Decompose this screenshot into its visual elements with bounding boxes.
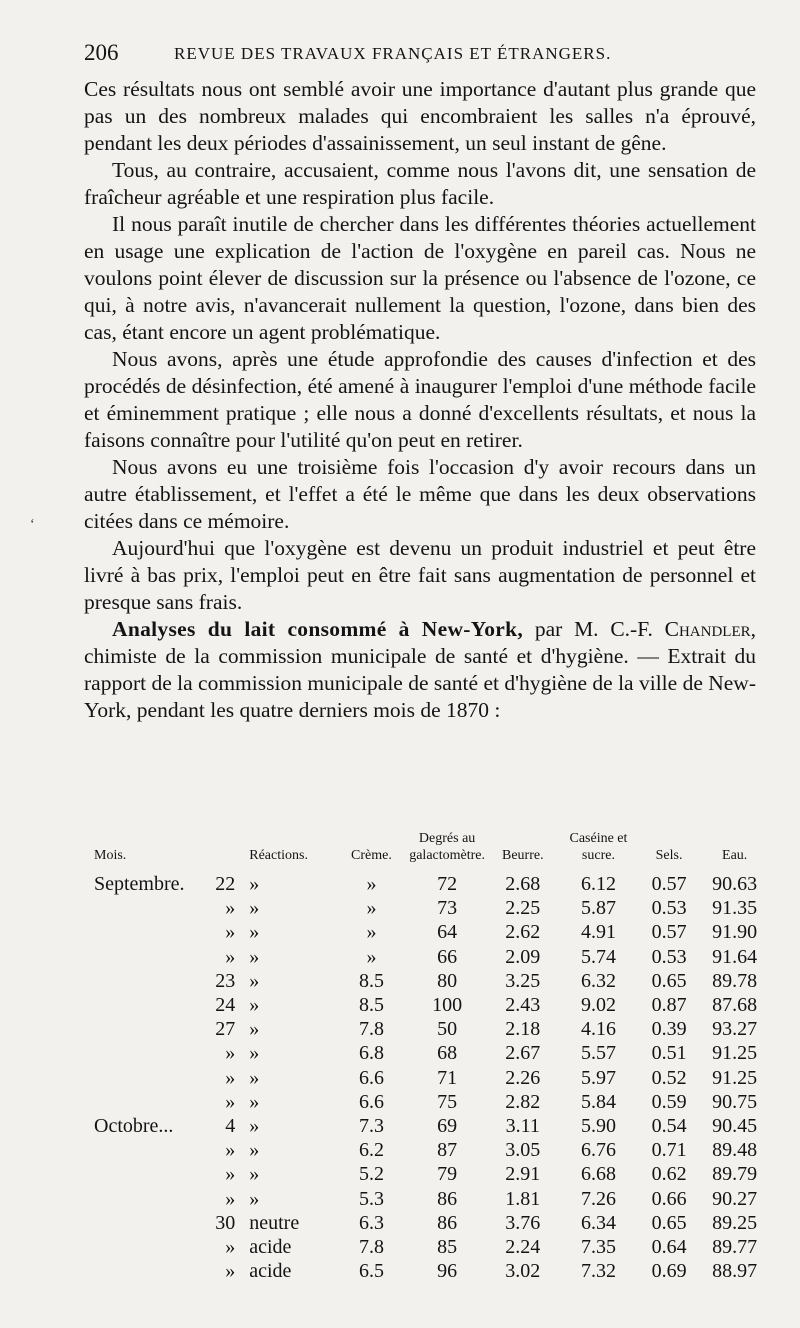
- cell-creme: 7.3: [358, 1114, 384, 1137]
- cell-caseine: 5.84: [580, 1090, 616, 1113]
- cell-sels: 0.52: [651, 1066, 687, 1089]
- cell-eau: 89.79: [712, 1163, 758, 1186]
- cell-reaction: »: [249, 1018, 260, 1041]
- cell-jour: »: [225, 945, 236, 968]
- table-row: [94, 1259, 770, 1283]
- cell-caseine: 5.74: [580, 945, 616, 968]
- cell-jour: »: [225, 1066, 236, 1089]
- cell-eau: 91.35: [712, 897, 758, 920]
- cell-beurre: 2.68: [505, 873, 541, 896]
- cell-caseine: 7.32: [580, 1260, 616, 1283]
- cell-mois: [94, 969, 205, 993]
- cell-sels: 0.66: [651, 1187, 687, 1210]
- cell-creme: 6.2: [358, 1139, 384, 1162]
- table-row: [94, 1041, 770, 1065]
- cell-mois: Septembre.: [94, 873, 185, 896]
- cell-reaction: »: [249, 1139, 260, 1162]
- cell-jour: »: [225, 1187, 236, 1210]
- cell-mois: [94, 1090, 205, 1114]
- cell-sels: 0.51: [651, 1042, 687, 1065]
- cell-creme: 7.8: [358, 1235, 384, 1258]
- cell-jour: 27: [215, 1018, 236, 1041]
- cell-sels: 0.65: [651, 1211, 687, 1234]
- cell-degres: 75: [437, 1090, 458, 1113]
- section-intro: [84, 616, 756, 724]
- cell-mois: [94, 1235, 205, 1259]
- cell-sels: 0.53: [651, 945, 687, 968]
- table-header-row: [94, 830, 770, 872]
- cell-degres: 69: [437, 1114, 458, 1137]
- table-row: [94, 1066, 770, 1090]
- cell-mois: [94, 1017, 205, 1041]
- cell-eau: 87.68: [712, 994, 758, 1017]
- header-reactions: Réactions.: [249, 848, 308, 863]
- cell-degres: 71: [437, 1066, 458, 1089]
- table-row: [94, 945, 770, 969]
- header-mois: Mois.: [94, 848, 127, 863]
- cell-jour: »: [225, 1042, 236, 1065]
- cell-sels: 0.87: [651, 994, 687, 1017]
- cell-caseine: 6.68: [580, 1163, 616, 1186]
- table-row: [94, 920, 770, 944]
- cell-beurre: 2.62: [505, 921, 541, 944]
- cell-sels: 0.57: [651, 921, 687, 944]
- paragraph: Aujourd'hui que l'oxygène est devenu un produit industriel et peut être livré à bas prix, l'emploi peut en être fait sans augmentation de personnel et presque sans frais.: [84, 536, 756, 614]
- cell-reaction: »: [249, 873, 260, 896]
- cell-creme: 6.3: [358, 1211, 384, 1234]
- paragraph: Il nous paraît inutile de chercher dans les différentes théories actuellement en usage une explication de l'action de l'oxygène en pareil cas. Nous ne voulons point élever de discussion sur la présence ou l'absence de l'ozone, ce qui, à notre avis, n'avancerait nullement la question, l'ozone, dans bien des cas, étant encore un agent problématique.: [84, 212, 756, 344]
- cell-mois: [94, 1162, 205, 1186]
- cell-beurre: 3.05: [505, 1139, 541, 1162]
- cell-jour: »: [225, 897, 236, 920]
- paragraph: Tous, au contraire, accusaient, comme nous l'avons dit, une sensation de fraîcheur agréable et une respiration plus facile.: [84, 158, 756, 209]
- cell-reaction: »: [249, 945, 260, 968]
- cell-beurre: 2.18: [505, 1018, 541, 1041]
- header-beurre: Beurre.: [501, 848, 544, 863]
- cell-eau: 91.25: [712, 1042, 758, 1065]
- table-row: [94, 1235, 770, 1259]
- paragraph: Nous avons, après une étude approfondie des causes d'infection et des procédés de désinfection, été amené à inaugurer l'emploi d'une méthode facile et éminemment pratique ; elle nous a donné d'excellents résultats, et nous la faisons connaître pour l'utilité qu'on peut en retirer.: [84, 347, 756, 452]
- cell-caseine: 4.91: [580, 921, 616, 944]
- cell-reaction: acide: [249, 1235, 292, 1258]
- cell-jour: »: [225, 1235, 236, 1258]
- cell-reaction: »: [249, 1187, 260, 1210]
- cell-mois: [94, 920, 205, 944]
- cell-sels: 0.57: [651, 873, 687, 896]
- cell-beurre: 2.25: [505, 897, 541, 920]
- cell-degres: 100: [432, 994, 463, 1017]
- cell-creme: »: [366, 945, 377, 968]
- table-row: [94, 1162, 770, 1186]
- cell-jour: 4: [225, 1114, 236, 1137]
- table-row: [94, 1017, 770, 1041]
- cell-eau: 90.27: [712, 1187, 758, 1210]
- table-row: [94, 1186, 770, 1210]
- cell-creme: 6.5: [358, 1260, 384, 1283]
- cell-eau: 93.27: [712, 1018, 758, 1041]
- cell-caseine: 7.26: [580, 1187, 616, 1210]
- cell-degres: 72: [437, 873, 458, 896]
- body-text: [84, 76, 756, 724]
- cell-sels: 0.71: [651, 1139, 687, 1162]
- cell-caseine: 5.57: [580, 1042, 616, 1065]
- page-header: [84, 40, 784, 72]
- section-author: Chandler: [664, 617, 751, 641]
- cell-sels: 0.59: [651, 1090, 687, 1113]
- cell-jour: 22: [215, 873, 236, 896]
- cell-creme: 5.2: [358, 1163, 384, 1186]
- cell-beurre: 2.82: [505, 1090, 541, 1113]
- table-row: [94, 896, 770, 920]
- cell-sels: 0.64: [651, 1235, 687, 1258]
- cell-degres: 79: [437, 1163, 458, 1186]
- cell-creme: 6.6: [358, 1090, 384, 1113]
- cell-beurre: 2.24: [505, 1235, 541, 1258]
- section-text: , chimiste de la commission municipale de santé et d'hygiène. — Extrait du rapport de la commission municipale de santé et d'hygiène de la ville de New-York, pendant les quatre derniers mois de 1870 :: [84, 617, 757, 722]
- paragraph: Ces résultats nous ont semblé avoir une importance d'autant plus grande que pas un des nombreux malades qui encombraient les salles n'a éprouvé, pendant les deux périodes d'assainissement, un seul instant de gêne.: [84, 77, 756, 155]
- cell-jour: 24: [215, 994, 236, 1017]
- cell-mois: [94, 896, 205, 920]
- cell-degres: 50: [437, 1018, 458, 1041]
- cell-sels: 0.54: [651, 1114, 687, 1137]
- table-row: [94, 993, 770, 1017]
- cell-caseine: 5.87: [580, 897, 616, 920]
- cell-reaction: acide: [249, 1260, 292, 1283]
- cell-degres: 64: [437, 921, 458, 944]
- cell-mois: [94, 945, 205, 969]
- cell-caseine: 6.76: [580, 1139, 616, 1162]
- cell-eau: 89.78: [712, 969, 758, 992]
- cell-sels: 0.39: [651, 1018, 687, 1041]
- cell-degres: 73: [437, 897, 458, 920]
- cell-mois: [94, 1066, 205, 1090]
- cell-degres: 80: [437, 969, 458, 992]
- cell-reaction: »: [249, 1066, 260, 1089]
- cell-reaction: »: [249, 1114, 260, 1137]
- cell-creme: »: [366, 873, 377, 896]
- cell-caseine: 7.35: [580, 1235, 616, 1258]
- cell-beurre: 3.76: [505, 1211, 541, 1234]
- cell-caseine: 9.02: [580, 994, 616, 1017]
- paragraph: Nous avons eu une troisième fois l'occasion d'y avoir recours dans un autre établissement, et l'effet a été le même que dans les deux observations citées dans ce mémoire.: [84, 455, 756, 533]
- cell-creme: »: [366, 897, 377, 920]
- cell-caseine: 5.90: [580, 1114, 616, 1137]
- margin-mark: ‘: [30, 517, 35, 532]
- cell-degres: 86: [437, 1187, 458, 1210]
- cell-reaction: »: [249, 897, 260, 920]
- cell-eau: 91.64: [712, 945, 758, 968]
- cell-jour: 23: [215, 969, 236, 992]
- cell-sels: 0.62: [651, 1163, 687, 1186]
- table-row: [94, 969, 770, 993]
- cell-beurre: 2.26: [505, 1066, 541, 1089]
- cell-caseine: 5.97: [580, 1066, 616, 1089]
- cell-jour: »: [225, 1260, 236, 1283]
- header-degres: Degrés au galactomètre.: [409, 831, 486, 863]
- cell-mois: [94, 1259, 205, 1283]
- cell-degres: 87: [437, 1139, 458, 1162]
- header-sels: Sels.: [655, 848, 683, 863]
- cell-caseine: 4.16: [580, 1018, 616, 1041]
- cell-caseine: 6.34: [580, 1211, 616, 1234]
- table-row: [94, 1090, 770, 1114]
- cell-reaction: »: [249, 921, 260, 944]
- cell-creme: 8.5: [358, 994, 384, 1017]
- cell-eau: 91.25: [712, 1066, 758, 1089]
- cell-mois: [94, 1211, 205, 1235]
- cell-jour: 30: [215, 1211, 236, 1234]
- section-title: Analyses du lait consommé à New-York,: [112, 617, 524, 641]
- cell-beurre: 2.67: [505, 1042, 541, 1065]
- cell-jour: »: [225, 1090, 236, 1113]
- cell-creme: 8.5: [358, 969, 384, 992]
- cell-caseine: 6.12: [580, 873, 616, 896]
- cell-reaction: »: [249, 1090, 260, 1113]
- table-row: [94, 1138, 770, 1162]
- header-day: [205, 830, 235, 872]
- cell-jour: »: [225, 1139, 236, 1162]
- cell-mois: [94, 993, 205, 1017]
- table-row: [94, 1114, 770, 1138]
- cell-creme: 7.8: [358, 1018, 384, 1041]
- cell-beurre: 3.11: [505, 1114, 540, 1137]
- cell-eau: 88.97: [712, 1260, 758, 1283]
- cell-mois: [94, 1186, 205, 1210]
- header-caseine: Caséine et sucre.: [569, 831, 628, 863]
- cell-beurre: 3.02: [505, 1260, 541, 1283]
- cell-eau: 89.25: [712, 1211, 758, 1234]
- cell-eau: 90.45: [712, 1114, 758, 1137]
- cell-eau: 91.90: [712, 921, 758, 944]
- cell-degres: 86: [437, 1211, 458, 1234]
- cell-jour: »: [225, 1163, 236, 1186]
- cell-reaction: »: [249, 1042, 260, 1065]
- page-number: 206: [84, 40, 119, 65]
- cell-beurre: 1.81: [505, 1187, 541, 1210]
- table-row: [94, 1211, 770, 1235]
- cell-creme: 6.8: [358, 1042, 384, 1065]
- cell-mois: Octobre...: [94, 1114, 174, 1137]
- cell-eau: 90.63: [712, 873, 758, 896]
- cell-caseine: 6.32: [580, 969, 616, 992]
- cell-mois: [94, 1041, 205, 1065]
- table-row: [94, 872, 770, 896]
- cell-beurre: 2.43: [505, 994, 541, 1017]
- cell-degres: 85: [437, 1235, 458, 1258]
- table-body: [94, 872, 770, 1283]
- cell-creme: 6.6: [358, 1066, 384, 1089]
- cell-eau: 89.48: [712, 1139, 758, 1162]
- cell-sels: 0.65: [651, 969, 687, 992]
- cell-reaction: »: [249, 969, 260, 992]
- header-creme: Crème.: [351, 848, 392, 863]
- cell-degres: 66: [437, 945, 458, 968]
- cell-creme: 5.3: [358, 1187, 384, 1210]
- cell-beurre: 3.25: [505, 969, 541, 992]
- cell-beurre: 2.09: [505, 945, 541, 968]
- cell-reaction: neutre: [249, 1211, 300, 1234]
- section-par: par M. C.-F.: [534, 617, 653, 641]
- cell-reaction: »: [249, 1163, 260, 1186]
- cell-sels: 0.53: [651, 897, 687, 920]
- cell-jour: »: [225, 921, 236, 944]
- cell-eau: 89.77: [712, 1235, 758, 1258]
- running-title: REVUE DES TRAVAUX FRANÇAIS ET ÉTRANGERS.: [174, 44, 612, 63]
- header-eau: Eau.: [722, 848, 748, 863]
- cell-degres: 68: [437, 1042, 458, 1065]
- cell-degres: 96: [437, 1260, 458, 1283]
- cell-beurre: 2.91: [505, 1163, 541, 1186]
- cell-reaction: »: [249, 994, 260, 1017]
- cell-mois: [94, 1138, 205, 1162]
- milk-analysis-table: [94, 830, 770, 1283]
- cell-creme: »: [366, 921, 377, 944]
- cell-sels: 0.69: [651, 1260, 687, 1283]
- cell-eau: 90.75: [712, 1090, 758, 1113]
